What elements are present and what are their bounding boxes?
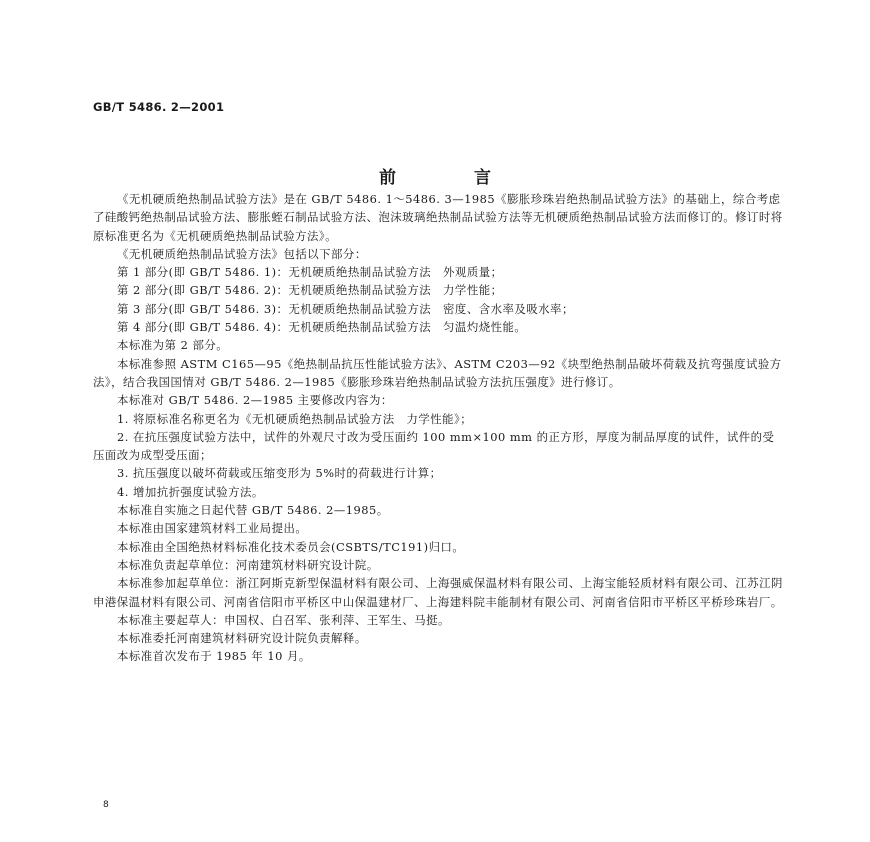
page-title: 前 言: [379, 168, 527, 188]
paragraph: 本标准主要起草人：申国权、白召军、张利萍、王军生、马挺。: [117, 612, 450, 627]
standard-code: GB/T 5486. 2—2001: [93, 100, 225, 114]
page-number: 8: [103, 800, 109, 810]
paragraph: 本标准首次发布于 1985 年 10 月。: [117, 649, 311, 664]
paragraph: 第 4 部分(即 GB/T 5486. 4)：无机硬质绝热制品试验方法 匀温灼烧性能。: [117, 320, 527, 335]
paragraph: 本标准参加起草单位：浙江阿斯克新型保温材料有限公司、上海强威保温材料有限公司、上海宝能轻质材料有限公司、江苏江阴申港保温材料有限公司、河南省信阳市平桥区中山保温建材厂、上海建料院丰能制材有限公司、河南省信阳市平桥区平桥珍珠岩厂。: [93, 576, 783, 609]
paragraph: 《无机硬质绝热制品试验方法》包括以下部分：: [117, 246, 367, 261]
paragraph: 2. 在抗压强度试验方法中，试件的外观尺寸改为受压面约 100 mm×100 mm 的正方形，厚度为制品厚度的试件，试件的受压面改为成型受压面；: [93, 429, 775, 463]
paragraph: 4. 增加抗折强度试验方法。: [117, 484, 264, 499]
paragraph: 《无机硬质绝热制品试验方法》是在 GB/T 5486. 1～5486. 3—1985《膨胀珍珠岩绝热制品试验方法》的基础上，综合考虑了硅酸钙绝热制品试验方法、膨胀蛭石制品试验方法、泡沫玻璃绝热制品试验方法等无机硬质绝热制品试验方法而修订的。修订时将原标准更名为《无机硬质绝热制品试验方法》。: [93, 192, 783, 243]
foreword-body: [93, 190, 783, 666]
paragraph: 本标准自实施之日起代替 GB/T 5486. 2—1985。: [117, 503, 389, 518]
paragraph: 第 1 部分(即 GB/T 5486. 1)：无机硬质绝热制品试验方法 外观质量；: [117, 265, 503, 280]
paragraph: 第 3 部分(即 GB/T 5486. 3)：无机硬质绝热制品试验方法 密度、含水率及吸水率；: [117, 301, 574, 316]
paragraph: 本标准由国家建筑材料工业局提出。: [117, 521, 308, 536]
paragraph: 本标准委托河南建筑材料研究设计院负责解释。: [117, 631, 367, 646]
paragraph: 本标准由全国绝热材料标准化技术委员会(CSBTS/TC191)归口。: [117, 539, 465, 554]
paragraph: 本标准为第 2 部分。: [117, 338, 229, 353]
paragraph: 本标准参照 ASTM C165—95《绝热制品抗压性能试验方法》、ASTM C203—92《块型绝热制品破坏荷载及抗弯强度试验方法》，结合我国国情对 GB/T 5486. 2—1985《膨胀珍珠岩绝热制品试验方法抗压强度》进行修订。: [93, 356, 782, 389]
paragraph: 1. 将原标准名称更名为《无机硬质绝热制品试验方法 力学性能》；: [117, 411, 473, 426]
paragraph: 本标准对 GB/T 5486. 2—1985 主要修改内容为：: [117, 393, 393, 408]
paragraph: 第 2 部分(即 GB/T 5486. 2)：无机硬质绝热制品试验方法 力学性能；: [117, 283, 503, 298]
paragraph: 3. 抗压强度以破坏荷载或压缩变形为 5%时的荷载进行计算；: [117, 466, 442, 481]
paragraph: 本标准负责起草单位：河南建筑材料研究设计院。: [117, 557, 379, 572]
